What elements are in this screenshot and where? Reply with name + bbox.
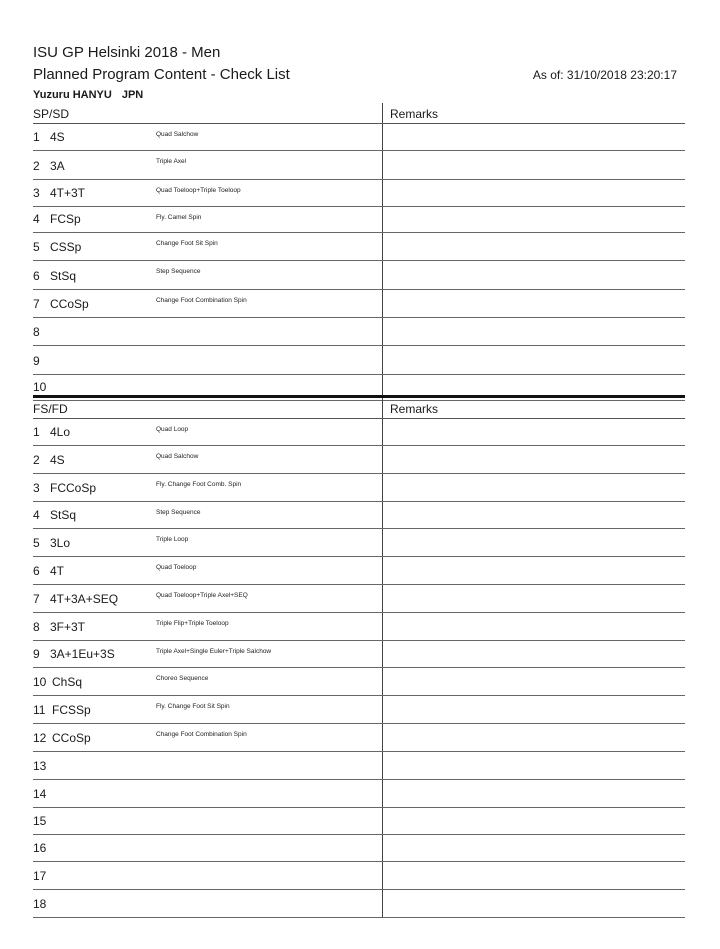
element-code: 4S	[50, 130, 65, 144]
document-title: Planned Program Content - Check List	[33, 66, 290, 83]
element-code: StSq	[50, 269, 77, 283]
as-of-timestamp: As of: 31/10/2018 23:20:17	[532, 68, 677, 82]
sp-remarks-label: Remarks	[390, 107, 439, 121]
element-description: Triple Loop	[156, 536, 189, 543]
element-number: 8	[33, 620, 40, 634]
element-row	[33, 151, 685, 180]
element-row	[33, 446, 685, 474]
element-code: CCoSp	[50, 297, 89, 311]
fs-header	[33, 398, 685, 419]
element-row	[33, 808, 685, 835]
element-code: FCCoSp	[50, 481, 97, 495]
fs-section	[33, 398, 685, 918]
element-description: Choreo Sequence	[156, 675, 209, 682]
element-code: 4Lo	[50, 425, 71, 439]
element-number: 2	[33, 159, 40, 173]
element-row	[33, 474, 685, 502]
element-row	[33, 752, 685, 780]
element-code: 3A+1Eu+3S	[50, 647, 115, 661]
element-number: 10	[33, 675, 47, 689]
fs-label: FS/FD	[33, 402, 68, 416]
sp-rows	[33, 124, 685, 401]
element-description: Quad Toeloop	[156, 564, 197, 571]
element-code: FCSp	[50, 212, 81, 226]
element-description: Quad Toeloop+Triple Toeloop	[156, 187, 241, 194]
element-description: Step Sequence	[156, 509, 201, 516]
element-code: 4T+3A+SEQ	[50, 592, 119, 606]
element-row	[33, 233, 685, 261]
element-description: Quad Salchow	[156, 131, 199, 138]
element-row	[33, 529, 685, 557]
element-number: 16	[33, 841, 47, 855]
element-row	[33, 862, 685, 890]
element-row	[33, 207, 685, 233]
sp-section	[33, 103, 685, 401]
element-description: Quad Toeloop+Triple Axel+SEQ	[156, 592, 248, 599]
element-description: Quad Salchow	[156, 453, 199, 460]
element-number: 15	[33, 814, 47, 828]
element-row	[33, 835, 685, 862]
element-code: CCoSp	[52, 731, 91, 745]
element-description: Triple Flip+Triple Toeloop	[156, 620, 229, 627]
element-number: 2	[33, 453, 40, 467]
element-row	[33, 668, 685, 696]
element-code: 4S	[50, 453, 65, 467]
element-number: 13	[33, 759, 47, 773]
element-row	[33, 261, 685, 290]
element-code: FCSSp	[52, 703, 91, 717]
element-row	[33, 557, 685, 585]
element-row	[33, 502, 685, 529]
element-code: StSq	[50, 508, 77, 522]
skater-info	[33, 89, 143, 101]
element-number: 9	[33, 354, 40, 368]
element-number: 9	[33, 647, 40, 661]
element-row	[33, 780, 685, 808]
skater-name: Yuzuru HANYU	[33, 89, 112, 101]
element-number: 4	[33, 508, 40, 522]
element-number: 7	[33, 297, 40, 311]
element-description: Triple Axel	[156, 158, 187, 165]
element-code: CSSp	[50, 240, 82, 254]
fs-remarks-label: Remarks	[390, 402, 439, 416]
element-row	[33, 585, 685, 613]
skater-nation: JPN	[121, 89, 144, 101]
element-number: 5	[33, 240, 40, 254]
element-number: 12	[33, 731, 47, 745]
element-description: Quad Loop	[156, 426, 189, 433]
element-number: 5	[33, 536, 40, 550]
element-description: Change Foot Sit Spin	[156, 240, 218, 247]
element-description: Step Sequence	[156, 268, 201, 275]
element-row	[33, 641, 685, 668]
element-description: Change Foot Combination Spin	[156, 297, 247, 304]
element-row	[33, 613, 685, 641]
element-description: Fly. Camel Spin	[156, 214, 202, 221]
element-description: Fly. Change Foot Comb. Spin	[156, 481, 242, 488]
element-number: 7	[33, 592, 40, 606]
element-number: 10	[33, 380, 47, 394]
element-code: 3Lo	[50, 536, 71, 550]
element-description: Triple Axel+Single Euler+Triple Salchow	[156, 648, 272, 655]
element-row	[33, 696, 685, 724]
sp-header	[33, 103, 685, 124]
element-row	[33, 890, 685, 918]
element-number: 3	[33, 186, 40, 200]
element-number: 4	[33, 212, 40, 226]
element-row	[33, 180, 685, 207]
element-row	[33, 318, 685, 346]
element-number: 8	[33, 325, 40, 339]
element-code: 3F+3T	[50, 620, 86, 634]
element-number: 1	[33, 130, 40, 144]
element-row	[33, 346, 685, 375]
element-code: 4T	[50, 564, 65, 578]
element-number: 18	[33, 897, 47, 911]
element-row	[33, 724, 685, 752]
element-code: ChSq	[52, 675, 83, 689]
element-number: 17	[33, 869, 47, 883]
element-row	[33, 419, 685, 446]
fs-rows	[33, 419, 685, 918]
element-number: 14	[33, 787, 47, 801]
element-number: 11	[33, 703, 46, 717]
element-number: 3	[33, 481, 40, 495]
element-code: 4T+3T	[50, 186, 86, 200]
element-row	[33, 124, 685, 151]
element-number: 6	[33, 564, 40, 578]
sp-label: SP/SD	[33, 107, 70, 121]
element-number: 1	[33, 425, 40, 439]
event-title: ISU GP Helsinki 2018 - Men	[33, 44, 221, 61]
element-number: 6	[33, 269, 40, 283]
element-description: Change Foot Combination Spin	[156, 731, 247, 738]
element-description: Fly. Change Foot Sit Spin	[156, 703, 230, 710]
element-code: 3A	[50, 159, 65, 173]
element-row	[33, 290, 685, 318]
